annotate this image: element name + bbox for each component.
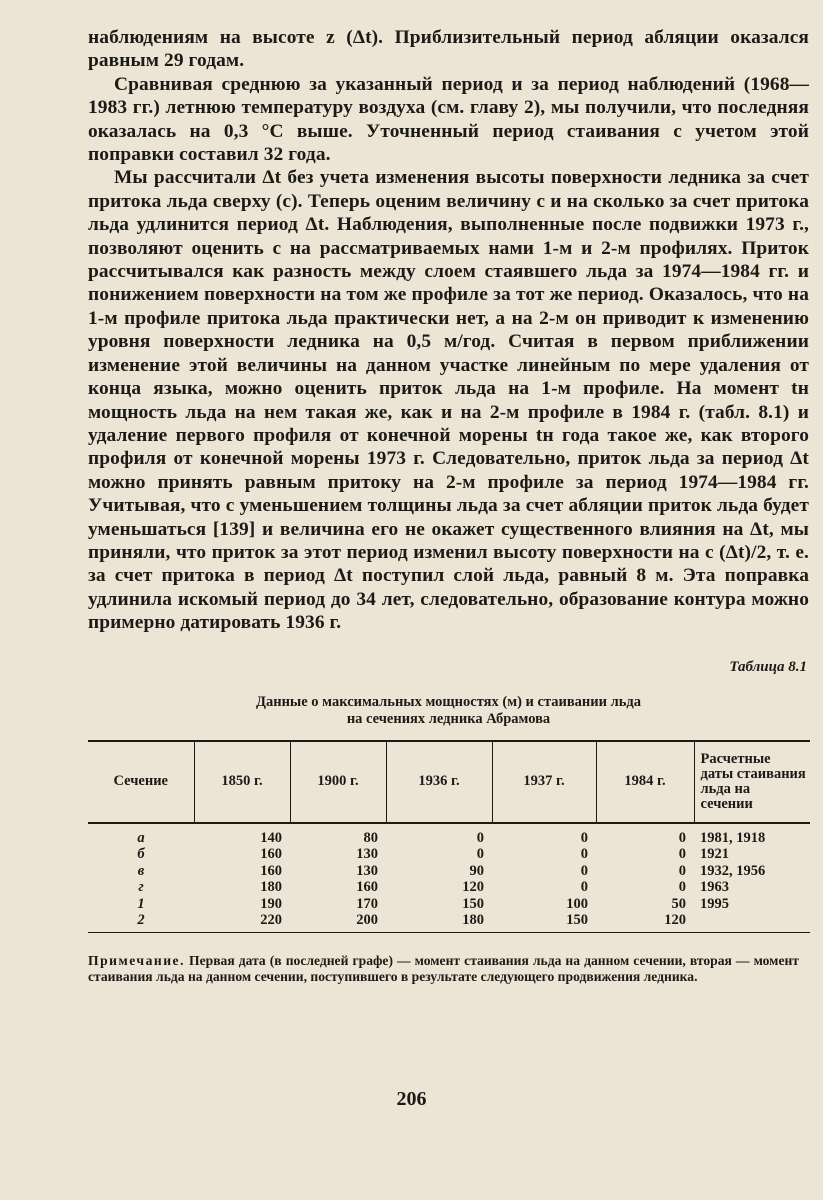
cell-1850: 160 xyxy=(260,846,282,863)
table-row xyxy=(88,863,810,880)
header-1850: 1850 г. xyxy=(194,741,290,823)
table-row xyxy=(88,879,810,896)
table-caption-line-1: Данные о максимальных мощностях (м) и стаивании льда xyxy=(255,693,641,710)
cell-1850: 140 xyxy=(260,829,282,846)
paragraph-ice-inflow: Мы рассчитали Δt без учета изменения высоты поверхности ледника за счет притока льда сверху (c). Теперь оценим величину c и на сколько за счет притока льда удлинится период Δt. Наблюдения, выполненные после подвижки 1973 г., позволяют оценить c на рассматриваемых нами 1-м и 2-м профилях. Приток рассчитывался как разность между слоем стаявшего льда за 1974—1984 гг. и понижением поверхности на том же профиле за тот же период. Оказалось, что на 1-м профиле притока льда практически нет, а на 2-м он приводит к изменению уровня поверхности ледника на 0,5 м/год. Считая в первом приближении изменение этой величины на данном участке линейным по мере удаления от конца языка, можно оценить приток льда на 1-м профиле. На момент tн мощность льда на нем такая же, как и на 2-м профиле в 1984 г. (табл. 8.1) и удаление первого профиля от конечной морены tн года такое же, как второго профиля от конечной морены 1973 г. Следовательно, приток льда за период Δt можно принять равным притоку на 2-м профиле за период 1974—1984 гг. Учитывая, что с уменьшением толщины льда за счет абляции приток льда будет уменьшаться [139] и величина его не окажет существенного влияния на Δt, мы приняли, что приток за этот период изменил высоту поверхности на c (Δt)/2, т. е. за счет притока в период Δt поступил слой льда, равный 8 м. Эта поправка удлинила искомый период до 34 лет, следовательно, образование контура можно примерно датировать 1936 г. xyxy=(88,167,809,634)
cell-1984: 0 xyxy=(678,879,686,896)
cell-1900: 130 xyxy=(356,846,378,863)
cell-section: а xyxy=(137,829,145,846)
cell-1937: 100 xyxy=(566,895,588,912)
cell-melt-dates: 1981, 1918 xyxy=(700,829,766,846)
cell-1936: 90 xyxy=(469,862,484,879)
cell-1936: 150 xyxy=(462,895,484,912)
header-1984: 1984 г. xyxy=(596,741,694,823)
cell-1937: 150 xyxy=(492,912,596,932)
cell-1936: 0 xyxy=(476,846,484,863)
table-caption-line-2: на сечениях ледника Абрамова xyxy=(346,710,551,727)
cell-section: 2 xyxy=(88,912,194,932)
cell-section: в xyxy=(137,862,145,879)
cell-1900: 80 xyxy=(363,829,378,846)
note-label: Примечание. xyxy=(88,952,185,968)
cell-1984: 0 xyxy=(678,829,686,846)
cell-1984: 50 xyxy=(671,895,686,912)
ice-thickness-table xyxy=(88,740,810,933)
page-number: 206 xyxy=(396,1088,427,1110)
note-text: Первая дата (в последней графе) — момент стаивания льда на данном сечении, вторая — момент стаивания льда на данном сечении, поступившего в результате следующего продвижения ледника. xyxy=(88,952,799,984)
cell-melt-dates: 1921 xyxy=(700,846,729,863)
cell-1900: 160 xyxy=(356,879,378,896)
cell-section: б xyxy=(137,846,145,863)
cell-1900: 170 xyxy=(356,895,378,912)
cell-1937: 0 xyxy=(580,846,588,863)
table-header-row xyxy=(88,741,810,823)
header-1900: 1900 г. xyxy=(290,741,386,823)
table-row xyxy=(88,912,810,932)
cell-1900: 200 xyxy=(290,912,386,932)
header-section: Сечение xyxy=(88,741,194,823)
header-1937: 1937 г. xyxy=(492,741,596,823)
cell-section: 1 xyxy=(137,895,145,912)
cell-1850: 180 xyxy=(260,879,282,896)
paragraph-continuation: наблюдениям на высоте z (Δt). Приблизительный период абляции оказался равным 29 годам. xyxy=(88,27,809,72)
cell-1936: 180 xyxy=(386,912,492,932)
cell-melt-dates: 1932, 1956 xyxy=(700,862,766,879)
cell-1984: 120 xyxy=(596,912,694,932)
cell-melt-dates: 1995 xyxy=(700,895,729,912)
cell-1850: 220 xyxy=(194,912,290,932)
cell-1936: 120 xyxy=(462,879,484,896)
cell-1850: 160 xyxy=(260,862,282,879)
cell-melt-dates: 1963 xyxy=(700,879,729,896)
table-row xyxy=(88,823,810,847)
cell-1937: 0 xyxy=(580,829,588,846)
cell-1984: 0 xyxy=(678,862,686,879)
cell-1937: 0 xyxy=(580,862,588,879)
paragraph-temperature: Сравнивая среднюю за указанный период и за период наблюдений (1968—1983 гг.) летнюю температуру воздуха (см. главу 2), мы получили, что последняя оказалась на 0,3 °С выше. Уточненный период стаивания с учетом этой поправки составил 32 года. xyxy=(88,73,809,166)
cell-melt-dates xyxy=(694,912,810,932)
cell-1900: 130 xyxy=(356,862,378,879)
table-note xyxy=(88,953,799,985)
cell-1936: 0 xyxy=(476,829,484,846)
cell-1850: 190 xyxy=(260,895,282,912)
table-number: Таблица 8.1 xyxy=(729,658,807,675)
table-row xyxy=(88,896,810,913)
cell-1984: 0 xyxy=(678,846,686,863)
table-caption xyxy=(88,694,809,728)
header-1936: 1936 г. xyxy=(386,741,492,823)
table-row xyxy=(88,846,810,863)
cell-1937: 0 xyxy=(580,879,588,896)
cell-section: г xyxy=(138,879,144,896)
header-melt-dates: Расчетные даты стаивания льда на сечении xyxy=(694,741,810,823)
